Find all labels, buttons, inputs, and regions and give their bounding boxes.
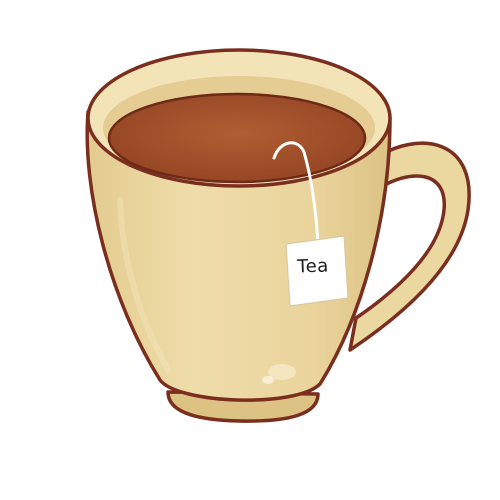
tea-bag-tag-label: Tea [296, 255, 330, 278]
tea-surface [109, 94, 365, 182]
